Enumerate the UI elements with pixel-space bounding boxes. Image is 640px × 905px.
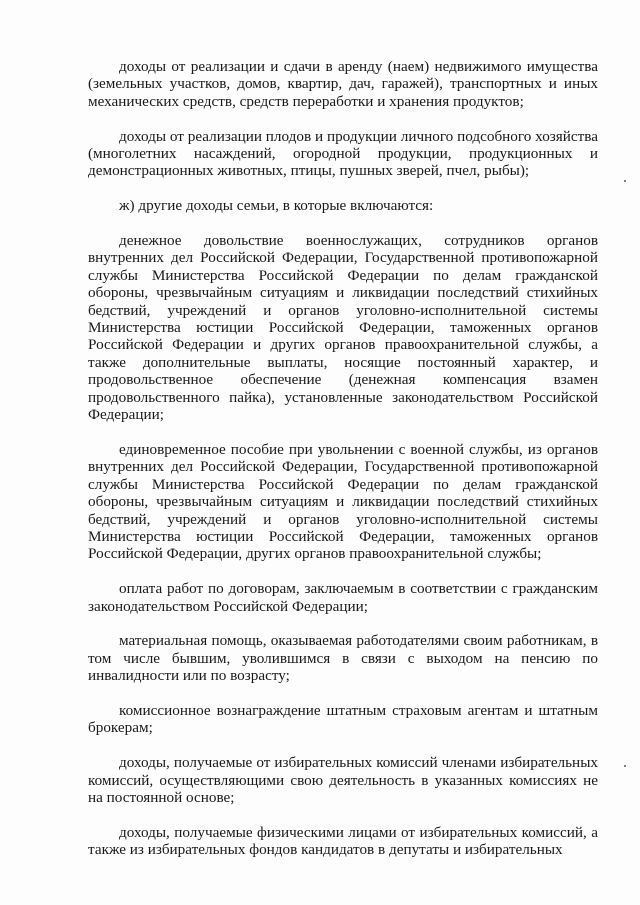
paragraph: оплата работ по договорам, заключаемым в соответствии с гражданским законодательством Российской Федерации; (88, 580, 598, 615)
paragraph: доходы от реализации плодов и продукции личного подсобного хозяйства (многолетних насаждений, огородной продукции, продукционных и демонстрационных животных, птицы, пушных зверей, пчел, рыбы); (88, 127, 598, 180)
list-heading: ж) другие доходы семьи, в которые включаются: (119, 197, 434, 215)
scan-speck (624, 765, 626, 767)
paragraph: единовременное пособие при увольнении с военной службы, из органов внутренних дел Российской Федерации, Государственной противопожарной службы Министерства Российской Федерации по делам гражданской обороны, чрезвычайным ситуациям и ликвидации последствий стихийных бедствий, учреждений и органов уголовно-исполнительной системы Министерства юстиции Российской Федерации, таможенных органов Российской Федерации, других органов правоохранительной службы; (88, 440, 598, 563)
paragraph: материальная помощь, оказываемая работодателями своим работникам, в том числе бывшим, уволившимся в связи с выходом на пенсию по инвалидности или по возрасту; (88, 632, 598, 685)
scan-speck (624, 180, 626, 182)
paragraph: комиссионное вознаграждение штатным страховым агентам и штатным брокерам; (88, 701, 598, 737)
document-body (88, 58, 598, 876)
paragraph: доходы, получаемые физическими лицами от избирательных комиссий, а также из избирательных фондов кандидатов в депутаты и избирательных (88, 823, 598, 859)
paragraph: доходы, получаемые от избирательных комиссий членами избирательных комиссий, осуществляющими свою деятельность в указанных комиссиях не на постоянной основе; (88, 754, 598, 806)
paragraph: денежное довольствие военнослужащих, сотрудников органов внутренних дел Российской Федерации, Государственной противопожарной службы Министерства Российской Федерации по делам гражданской обороны, чрезвычайным ситуациям и ликвидации последствий стихийных бедствий, учреждений и органов уголовно-исполнительной системы Министерства юстиции Российской Федерации, таможенных органов Российской Федерации и других органов правоохранительной службы, а также дополнительные выплаты, носящие постоянный характер, и продовольственное обеспечение (денежная компенсация взамен продовольственного пайка), установленные законодательством Российской Федерации; (88, 232, 598, 424)
paragraph: доходы от реализации и сдачи в аренду (наем) недвижимого имущества (земельных участков, домов, квартир, дач, гаражей), транспортных и иных механических средств, средств переработки и хранения продуктов; (88, 58, 598, 110)
